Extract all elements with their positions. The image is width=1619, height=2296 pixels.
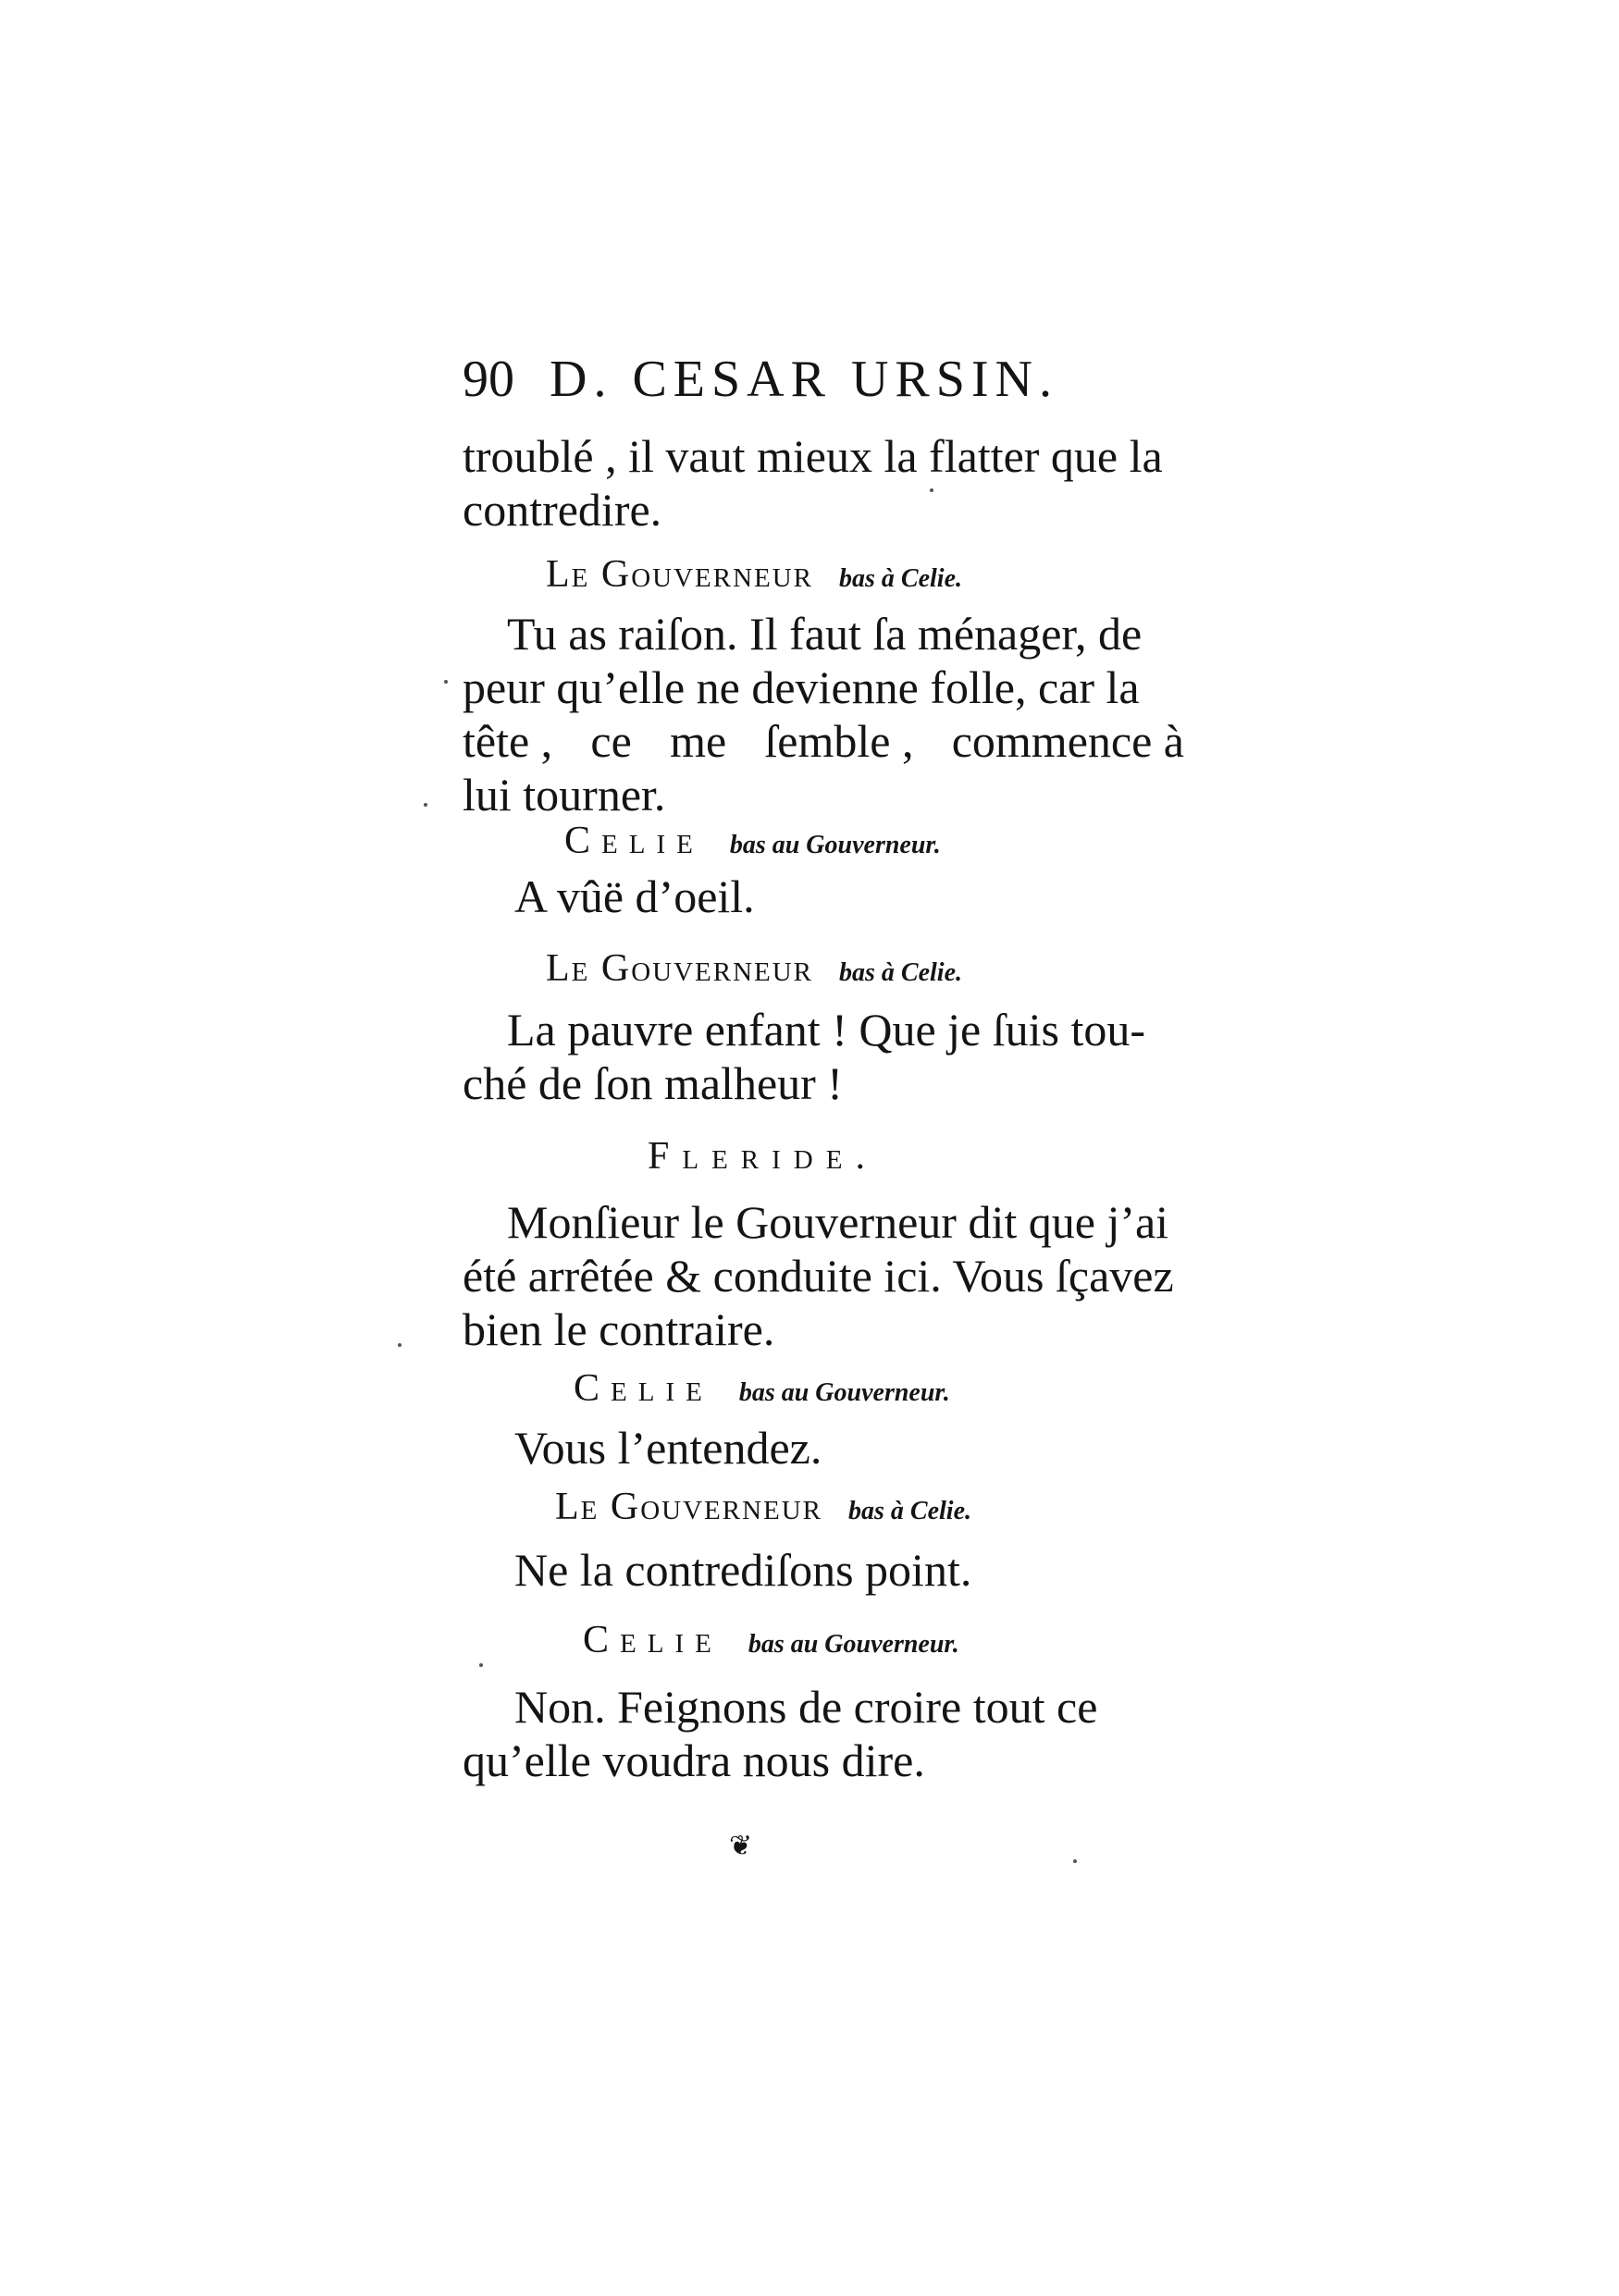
speaker-name: Le Gouverneur <box>546 947 814 990</box>
word: commence à <box>951 715 1184 767</box>
ink-speck <box>930 488 933 492</box>
text-line: bien le contraire. <box>463 1303 775 1355</box>
stage-direction: bas au Gouverneur. <box>729 831 941 859</box>
word: me <box>670 715 727 767</box>
text-line: peur qu’elle ne devienne folle, car la <box>463 661 1140 713</box>
word: ce <box>590 715 632 767</box>
ink-speck <box>1073 1859 1077 1863</box>
text-line: Ne la contrediſons point. <box>514 1544 972 1596</box>
speaker-heading <box>546 949 962 988</box>
page-number: 90 <box>463 351 514 408</box>
text-line: Tu as raiſon. Il faut ſa ménager, de <box>507 608 1143 660</box>
text-line: lui tourner. <box>463 769 666 821</box>
stage-direction: bas au Gouverneur. <box>748 1630 959 1659</box>
stage-direction: bas à Celie. <box>848 1497 972 1525</box>
running-header <box>463 350 1058 409</box>
speaker-name: Le Gouverneur <box>546 553 814 596</box>
text-line: ché de ſon malheur ! <box>463 1057 843 1109</box>
ink-speck <box>444 680 448 684</box>
speaker-name: Celie <box>564 820 704 862</box>
speaker-heading <box>583 1621 959 1660</box>
ink-speck <box>398 1343 402 1347</box>
speaker-heading <box>564 821 941 860</box>
speaker-heading <box>555 1487 971 1526</box>
text-line: qu’elle voudra nous dire. <box>463 1734 925 1786</box>
speaker-heading <box>546 555 962 594</box>
speaker-heading: Fleride. <box>648 1135 878 1178</box>
text-line: A vûë d’oeil. <box>514 870 755 922</box>
text-line: troublé , il vaut mieux la flatter que la <box>463 430 1163 482</box>
fleuron-icon: ❦ <box>729 1831 753 1861</box>
stage-direction: bas à Celie. <box>839 564 963 593</box>
text-line: Non. Feignons de croire tout ce <box>514 1681 1098 1733</box>
ink-speck <box>424 803 427 807</box>
text-line: été arrêtée & conduite ici. Vous ſçavez <box>463 1250 1174 1302</box>
speaker-name: Le Gouverneur <box>555 1486 823 1528</box>
text-line: contredire. <box>463 484 662 536</box>
word: tête , <box>463 715 553 767</box>
word: ſemble , <box>764 715 914 767</box>
text-line: Monſieur le Gouverneur dit que j’ai <box>507 1196 1169 1248</box>
speaker-heading <box>574 1369 950 1408</box>
text-line-justified <box>463 715 1184 767</box>
stage-direction: bas à Celie. <box>839 958 963 987</box>
ink-speck <box>479 1663 483 1667</box>
speaker-name: Celie <box>583 1619 723 1661</box>
text-line: La pauvre enfant ! Que je ſuis tou- <box>507 1004 1146 1055</box>
stage-direction: bas au Gouverneur. <box>738 1378 950 1407</box>
speaker-name: Celie <box>574 1367 713 1410</box>
text-line: Vous l’entendez. <box>514 1422 822 1474</box>
running-title: D. CESAR URSIN. <box>550 351 1058 408</box>
